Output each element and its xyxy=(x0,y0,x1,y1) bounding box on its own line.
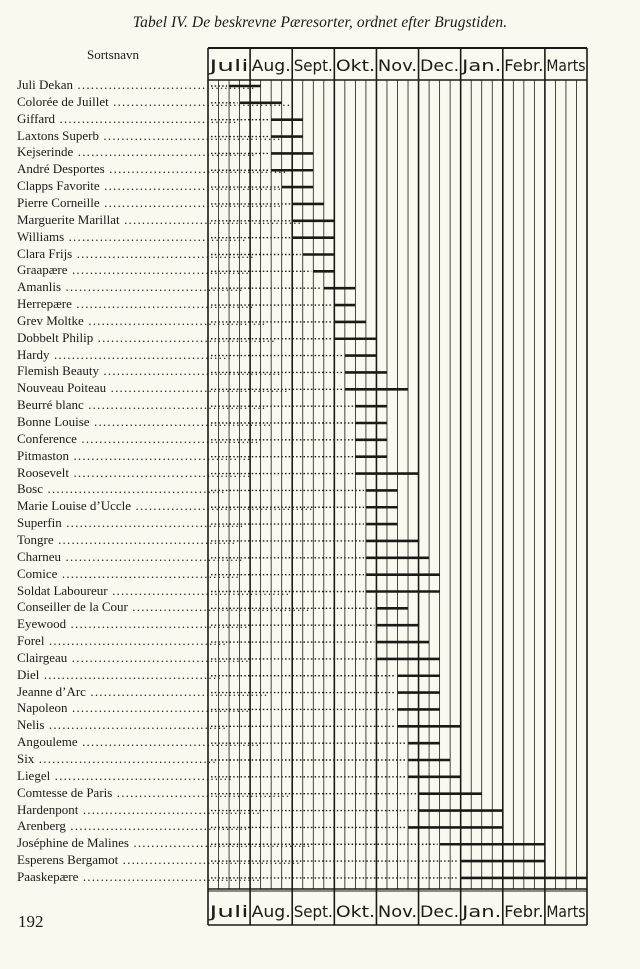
dot-leader: ........................................ xyxy=(71,296,255,312)
variety-name: Hardenpont xyxy=(17,801,79,817)
month-label-top: Aug. xyxy=(251,56,291,75)
dot-leader: ........................................ xyxy=(77,734,261,750)
dot-leader: ........................................ xyxy=(73,144,256,160)
month-label-top: Okt. xyxy=(335,56,375,75)
table-title: Tabel IV. De beskrevne Pæresorter, ordnet efter Brugstiden. xyxy=(132,14,508,31)
dot-leader: ........................................ xyxy=(104,161,288,177)
variety-name: Tongre xyxy=(17,531,54,547)
variety-name: Juli Dekan xyxy=(17,77,73,92)
variety-name: Joséphine de Malines xyxy=(17,835,129,851)
dot-leader: ........................................ xyxy=(66,616,249,632)
variety-name: Pitmaston xyxy=(17,447,70,463)
dot-leader: ........................................ xyxy=(131,498,314,514)
month-label-bottom: Dec. xyxy=(420,902,460,921)
variety-name: Nouveau Poiteau xyxy=(17,380,107,396)
dot-leader: ........................................ xyxy=(83,397,267,413)
dot-leader: ........................................ xyxy=(43,481,226,497)
month-label-top: Febr. xyxy=(504,56,544,75)
month-label-bottom: Okt. xyxy=(335,902,375,921)
dot-leader: ........................................ xyxy=(69,464,252,480)
variety-name: Superfin xyxy=(17,515,62,531)
variety-name: Six xyxy=(17,751,35,766)
month-label-top: Nov. xyxy=(377,56,418,75)
variety-name: Paaskepære xyxy=(17,868,79,884)
dot-leader: ........................................ xyxy=(53,531,237,547)
month-label-bottom: Marts xyxy=(546,902,586,921)
variety-name: Colorée de Juillet xyxy=(17,93,109,109)
variety-name: Comice xyxy=(17,565,58,581)
dot-leader: ........................................ xyxy=(72,245,255,261)
dot-leader: ........................................ xyxy=(89,414,273,429)
dot-leader: ........................................ xyxy=(50,767,233,783)
dot-leader: ........................................ xyxy=(72,77,256,92)
dot-leader: ........................................ xyxy=(106,380,289,396)
variety-name: Flemish Beauty xyxy=(17,363,99,379)
month-label-top: Marts xyxy=(546,56,586,75)
month-label-top: Dec. xyxy=(420,56,460,75)
dot-leader: ........................................ xyxy=(55,110,238,126)
variety-name: Herrepære xyxy=(17,296,72,312)
dot-leader: ........................................ xyxy=(65,818,249,834)
dot-leader: ........................................ xyxy=(99,194,283,210)
variety-name: Liegel xyxy=(17,767,51,783)
variety-name: Marie Louise d’Uccle xyxy=(17,498,132,514)
dot-leader: ........................................ xyxy=(98,363,282,379)
page-number: 192 xyxy=(18,912,44,931)
variety-name: Clara Frijs xyxy=(17,245,73,261)
dot-leader: ........................................ xyxy=(61,548,244,564)
dot-leader: ........................................ xyxy=(44,717,227,733)
variety-name: Pierre Corneille xyxy=(17,194,100,210)
variety-name: Jeanne d’Arc xyxy=(17,683,86,699)
dot-leader: ........................................ xyxy=(78,868,261,884)
dot-leader: ........................................ xyxy=(67,262,250,278)
variety-name: Clairgeau xyxy=(17,649,68,665)
dot-leader: ........................................ xyxy=(67,700,250,716)
month-label-bottom: Aug. xyxy=(251,902,291,921)
variety-name: Soldat Laboureur xyxy=(17,582,108,598)
dot-leader: ........................................ xyxy=(83,312,267,328)
dot-leader: ........................................ xyxy=(39,666,222,682)
variety-name: Roosevelt xyxy=(17,464,69,480)
dot-leader: ........................................ xyxy=(61,279,244,295)
variety-name: Napoleon xyxy=(17,700,68,716)
dot-leader: ........................................ xyxy=(119,211,303,227)
variety-name: Clapps Favorite xyxy=(17,178,100,194)
variety-name: Dobbelt Philip xyxy=(17,329,94,345)
variety-name: Diel xyxy=(17,666,40,682)
dot-leader: ........................................ xyxy=(49,346,232,362)
variety-name: Charneu xyxy=(17,548,62,564)
month-label-bottom: Juli xyxy=(207,902,249,921)
variety-name: Arenberg xyxy=(17,818,66,834)
variety-name: Bosc xyxy=(17,481,43,497)
dot-leader: ........................................ xyxy=(127,599,311,615)
dot-leader: ........................................ xyxy=(85,683,269,699)
month-label-top: Sept. xyxy=(293,56,333,75)
dot-leader: ........................................ xyxy=(76,430,260,446)
variety-name: Nelis xyxy=(17,717,45,733)
variety-name: Amanlis xyxy=(17,279,62,295)
dot-leader: ........................................ xyxy=(112,784,295,800)
variety-name: Graapære xyxy=(17,262,68,278)
variety-name: Comtesse de Paris xyxy=(17,784,113,800)
dot-leader: ........................................ xyxy=(78,801,261,817)
dot-leader: ........................................ xyxy=(69,447,252,463)
variety-name: Beurré blanc xyxy=(17,397,84,413)
variety-name: Conference xyxy=(17,430,77,446)
dot-leader: ........................................ xyxy=(57,565,240,581)
dot-leader: ........................................ xyxy=(107,582,291,598)
dot-leader: ........................................ xyxy=(34,751,217,766)
dot-leader: ........................................ xyxy=(128,835,312,851)
variety-name: Esperens Bergamot xyxy=(17,852,119,868)
dot-leader: ........................................ xyxy=(99,178,283,194)
variety-name: Giffard xyxy=(17,110,56,126)
month-label-top: Juli xyxy=(207,56,249,75)
dot-leader: ........................................ xyxy=(67,649,250,665)
dot-leader: ........................................ xyxy=(98,127,282,143)
variety-name: Forel xyxy=(17,633,45,649)
variety-name: Eyewood xyxy=(17,616,67,632)
month-label-bottom: Febr. xyxy=(504,902,544,921)
variety-name: Marguerite Marillat xyxy=(17,211,120,227)
variety-name: Laxtons Superb xyxy=(17,127,99,143)
variety-name: Kejserinde xyxy=(17,144,74,160)
month-label-bottom: Jan. xyxy=(460,902,502,921)
column-header-variety-name: Sortsnavn xyxy=(87,47,139,62)
dot-leader: ........................................ xyxy=(118,852,301,868)
dot-leader: ........................................ xyxy=(64,228,247,244)
dot-leader: ........................................ xyxy=(108,93,292,109)
month-label-bottom: Sept. xyxy=(293,902,333,921)
variety-name: Hardy xyxy=(17,346,50,362)
variety-name: Grev Moltke xyxy=(17,312,84,328)
variety-name: Conseiller de la Cour xyxy=(17,599,128,615)
variety-name: André Desportes xyxy=(17,161,105,177)
month-label-top: Jan. xyxy=(460,56,502,75)
month-label-bottom: Nov. xyxy=(377,902,418,921)
variety-name: Angouleme xyxy=(17,734,78,750)
dot-leader: ........................................ xyxy=(44,633,227,649)
dot-leader: ........................................ xyxy=(61,515,245,531)
variety-name: Bonne Louise xyxy=(17,414,90,429)
variety-name: Williams xyxy=(17,228,65,244)
dot-leader: ........................................ xyxy=(93,329,276,345)
